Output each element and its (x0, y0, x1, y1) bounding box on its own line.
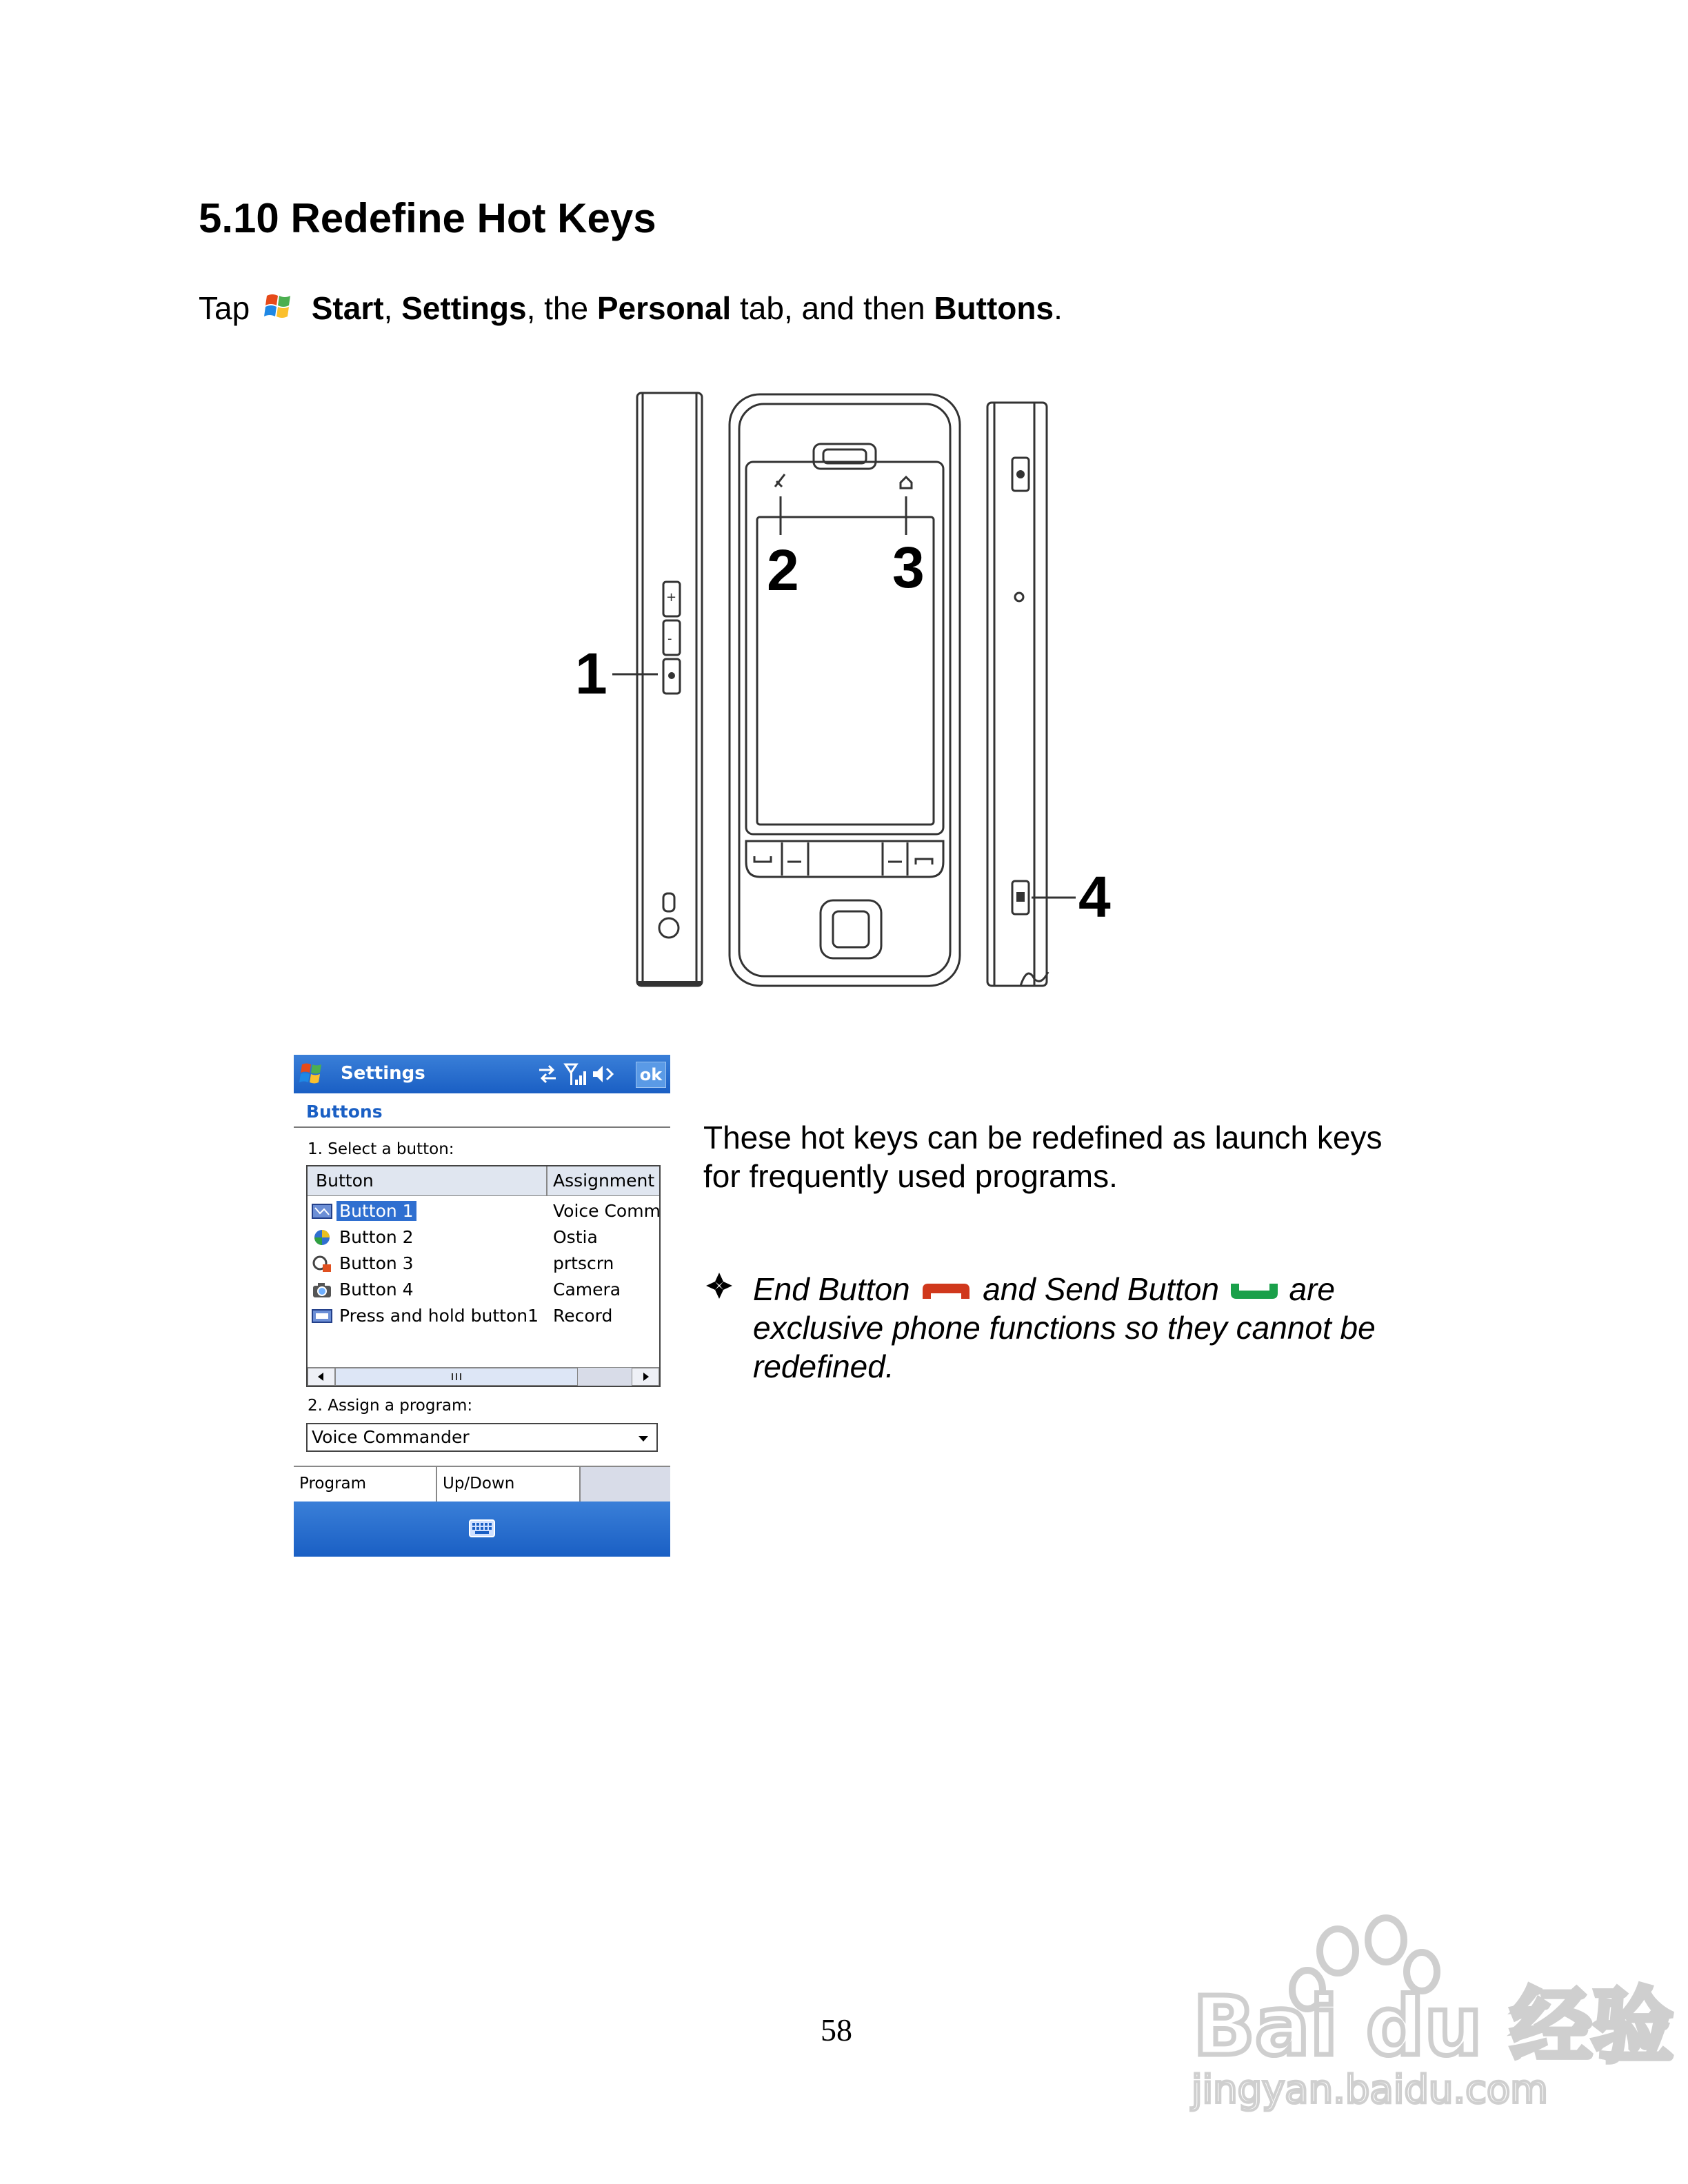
instruction-buttons: Buttons (934, 290, 1054, 326)
side-key-dots (666, 590, 676, 679)
callout-4: 4 (1078, 865, 1111, 929)
svg-text:+: + (666, 590, 677, 605)
menu-bar (294, 1502, 670, 1557)
button-assignment: prtscrn (553, 1253, 614, 1273)
button-list[interactable] (306, 1165, 661, 1387)
page-title: Buttons (306, 1102, 383, 1122)
tab-bar (294, 1466, 670, 1503)
step1-label: 1. Select a button: (308, 1140, 454, 1158)
end-button-icon (918, 1280, 974, 1303)
note-text (753, 1270, 1401, 1386)
hotkey-description: These hot keys can be redefined as launch keys for frequently used programs. (703, 1120, 1383, 1194)
list-item[interactable] (308, 1251, 659, 1277)
step2-label: 2. Assign a program: (308, 1397, 473, 1415)
device-front-view (730, 394, 960, 986)
connectivity-icon[interactable] (539, 1066, 556, 1082)
volume-icon[interactable] (593, 1066, 612, 1082)
button-name: Press and hold button1 (339, 1306, 539, 1326)
button-name: Button 2 (339, 1227, 414, 1247)
instruction-the: , the (526, 290, 589, 326)
program-select-value: Voice Commander (312, 1427, 470, 1447)
instruction-start: Start (311, 290, 384, 326)
diamond-bullet-icon (703, 1270, 735, 1302)
button-assignment: Camera (553, 1280, 621, 1300)
column-header-assignment[interactable]: Assignment (553, 1171, 655, 1191)
arrow-right-icon (632, 1368, 659, 1385)
chevron-down-icon[interactable] (634, 1430, 652, 1446)
baidu-watermark (1179, 1910, 1674, 2112)
note-part3: are exclusive phone functions so they cannot be redefined. (753, 1271, 1376, 1384)
button-assignment: Voice Comm (553, 1201, 661, 1221)
button-assignment: Ostia (553, 1227, 598, 1247)
camera-icon (312, 1281, 332, 1299)
grip-icon (336, 1368, 577, 1385)
ok-button[interactable]: ok (636, 1062, 666, 1088)
send-button-icon (1228, 1280, 1280, 1303)
record-icon (312, 1307, 332, 1325)
arrow-left-icon (308, 1368, 334, 1385)
keyboard-icon[interactable] (469, 1518, 495, 1539)
note-part2: and Send Button (983, 1271, 1219, 1307)
svg-text:-: - (667, 631, 672, 646)
tab-program-buttons[interactable]: Program (294, 1467, 436, 1502)
button-name: Button 1 (336, 1201, 416, 1221)
note-part1: End Button (753, 1271, 910, 1307)
callout-1: 1 (575, 641, 607, 706)
settings-screenshot (294, 1055, 670, 1557)
status-icons (535, 1060, 618, 1088)
list-item[interactable] (308, 1224, 659, 1251)
device-left-side-view (637, 393, 702, 986)
windows-start-icon[interactable] (299, 1060, 327, 1088)
list-header (308, 1166, 659, 1196)
list-item[interactable] (308, 1277, 659, 1303)
button2-icon (312, 1228, 332, 1246)
instruction-personal: Personal (596, 290, 732, 326)
instruction-period: . (1054, 290, 1063, 326)
section-heading: 5.10 Redefine Hot Keys (199, 195, 656, 241)
window-title: Settings (341, 1063, 425, 1084)
column-header-button[interactable]: Button (316, 1171, 374, 1191)
instruction-line (199, 290, 1063, 327)
scroll-left-button[interactable] (308, 1368, 335, 1386)
column-separator[interactable] (546, 1166, 547, 1195)
list-item[interactable] (308, 1303, 659, 1329)
tab-up-down-control[interactable]: Up/Down (436, 1467, 581, 1502)
button1-icon (312, 1202, 332, 1220)
device-illustration (565, 386, 1131, 1007)
callout-2: 2 (767, 538, 799, 603)
title-bar (294, 1055, 670, 1093)
instruction-comma: , (383, 290, 393, 326)
list-item[interactable] (308, 1198, 659, 1224)
callout-3: 3 (892, 535, 925, 600)
page-number: 58 (821, 2012, 852, 2048)
watermark-url: jingyan.baidu.com (1192, 2067, 1548, 2112)
button-name: Button 3 (339, 1253, 414, 1273)
horizontal-scrollbar[interactable] (308, 1367, 659, 1386)
scroll-thumb[interactable] (335, 1368, 578, 1386)
scroll-right-button[interactable] (632, 1368, 659, 1386)
instruction-settings: Settings (401, 290, 527, 326)
program-select[interactable] (306, 1423, 658, 1452)
right-key-glyphs (1016, 470, 1025, 902)
watermark-brand: Bai du 经验 (1193, 1979, 1674, 2074)
windows-start-icon (263, 290, 299, 322)
button-name: Button 4 (339, 1280, 414, 1300)
button3-icon (312, 1255, 332, 1273)
instruction-tap: Tap (199, 290, 250, 326)
button-assignment: Record (553, 1306, 613, 1326)
tab-bar-empty (581, 1467, 670, 1502)
divider (294, 1126, 670, 1128)
instruction-tab-then: tab, and then (739, 290, 925, 326)
signal-icon[interactable] (565, 1064, 586, 1085)
